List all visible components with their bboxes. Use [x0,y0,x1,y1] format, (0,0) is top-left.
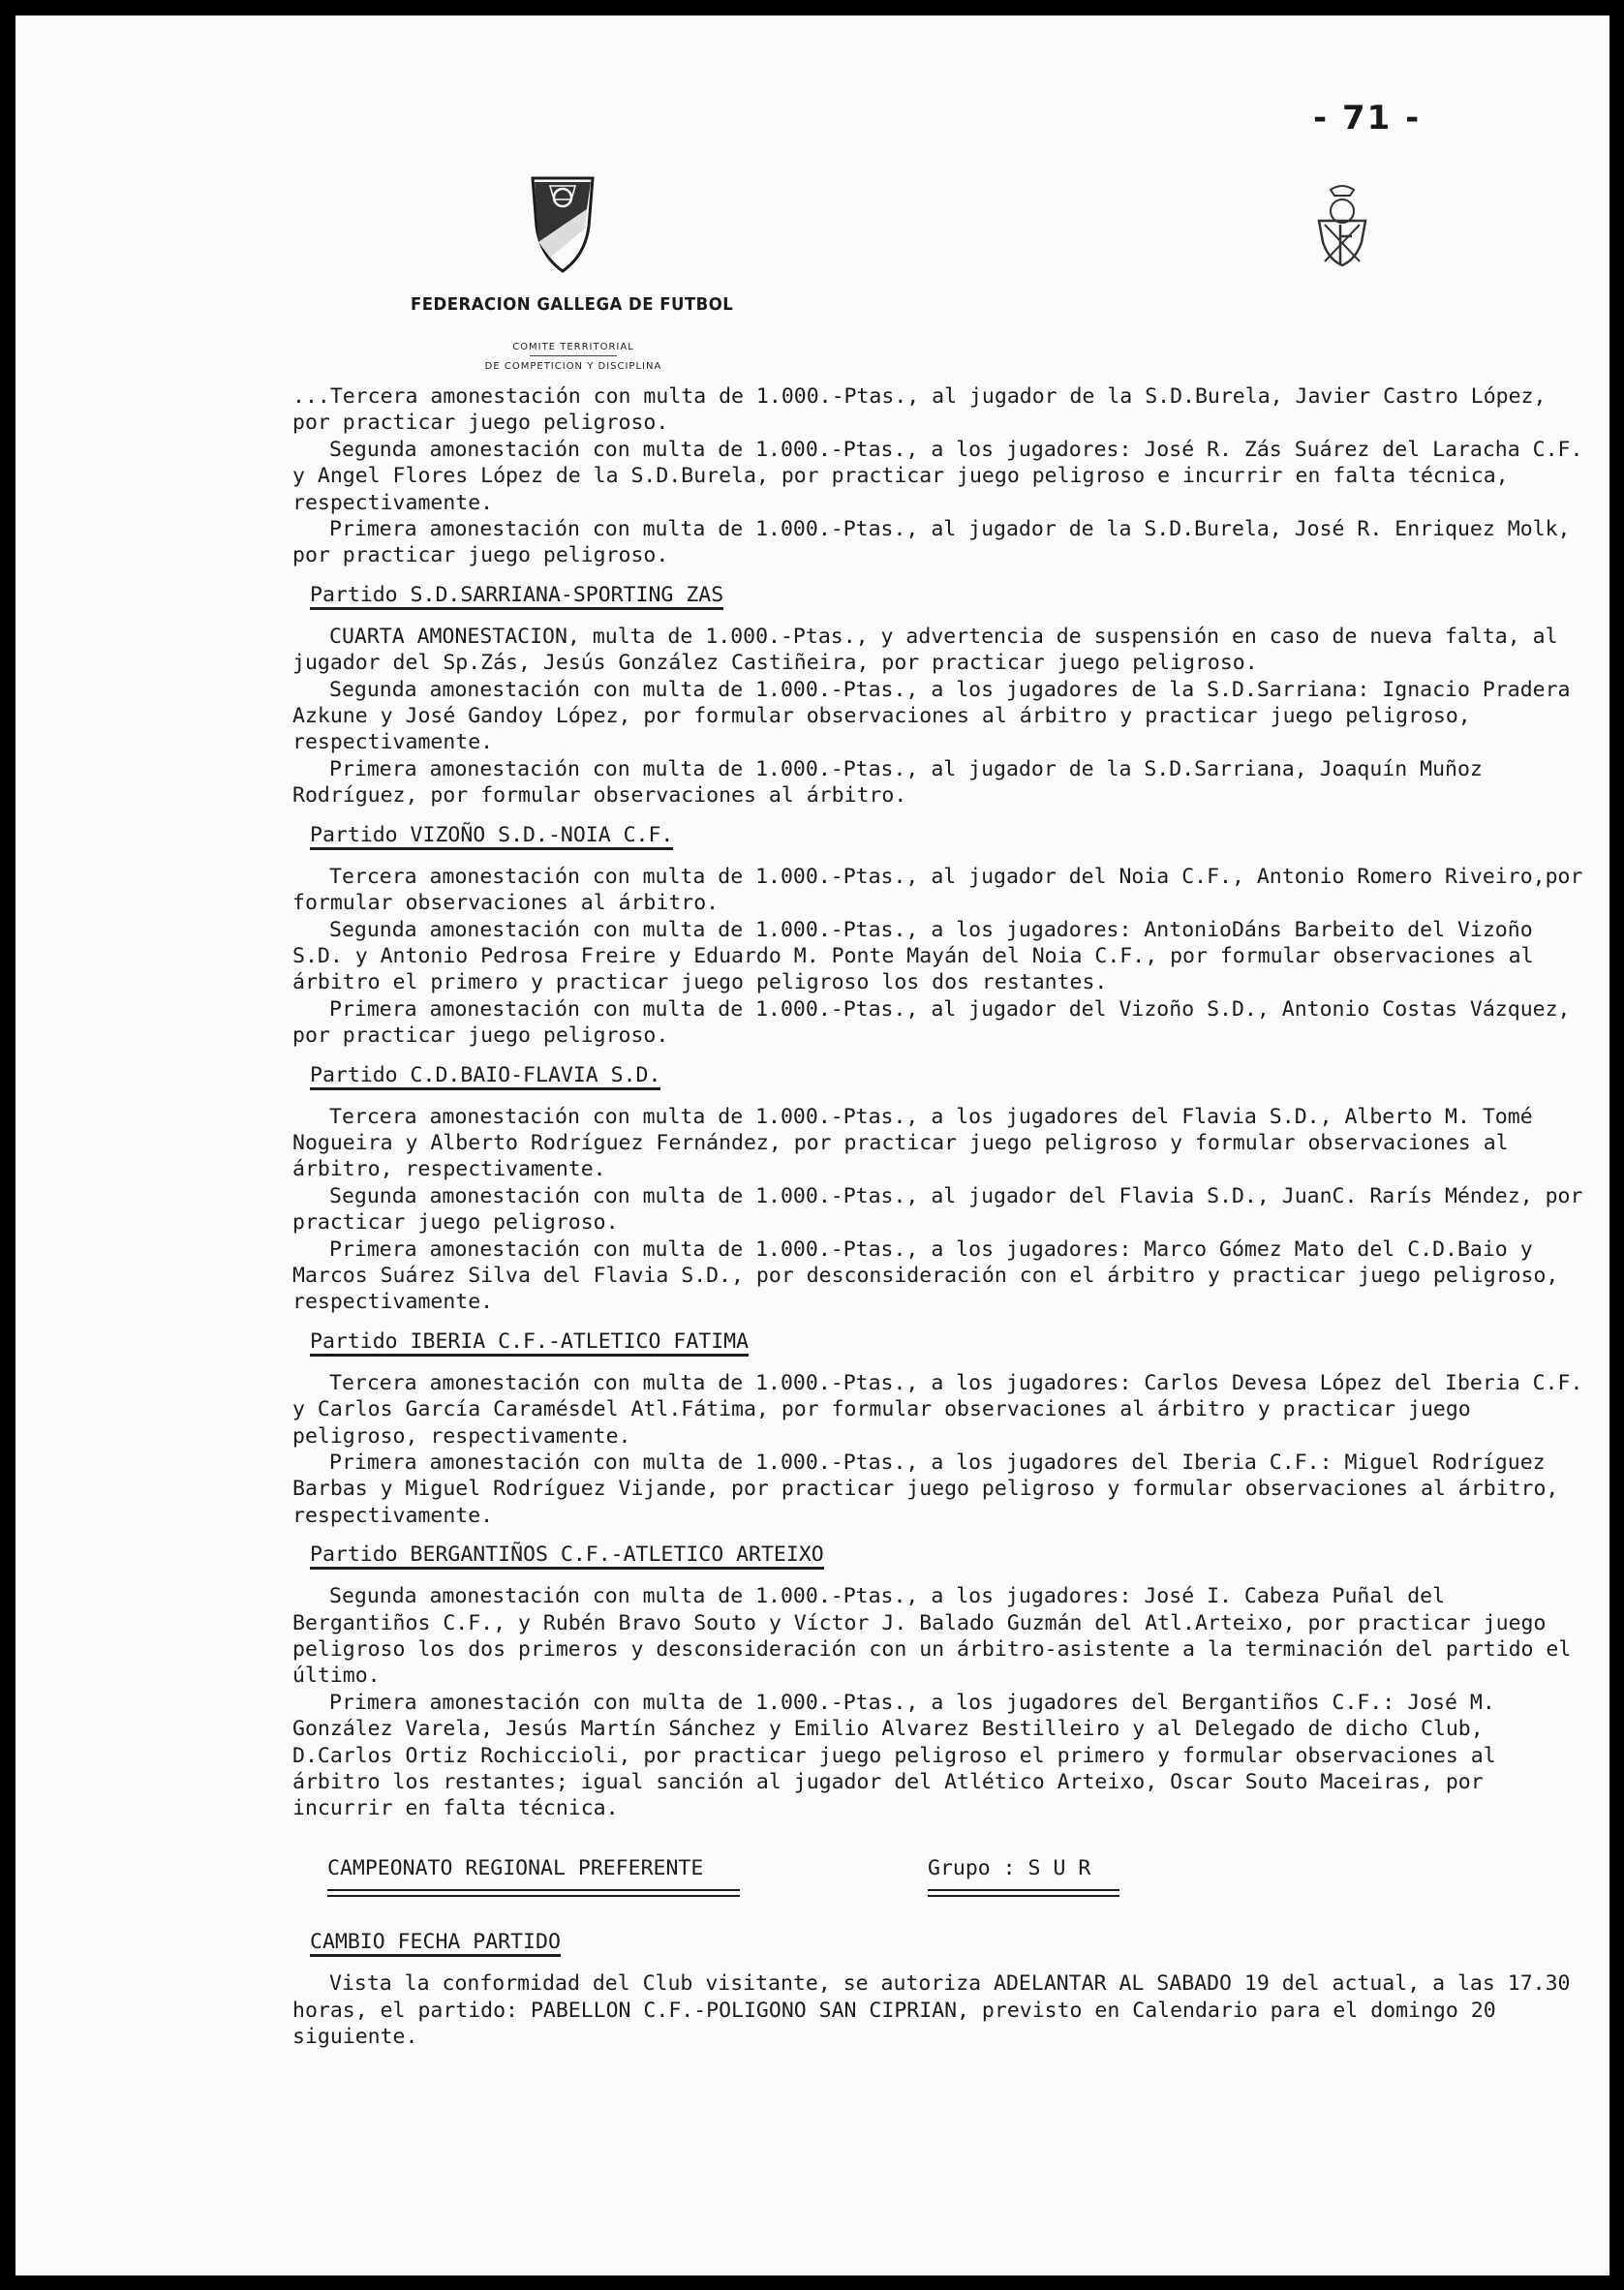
committee-line-1: COMITE TERRITORIAL [512,342,634,352]
championship-header [327,1855,1590,1897]
sanction-paragraph: Primera amonestación con multa de 1.000.-Ptas., a los jugadores del Iberia C.F.: Miguel Rodríguez Barbas y Miguel Rodríguez Vijande, por practicar juego peligroso y formular observaciones al árbitro, respectivamente. [292,1450,1559,1528]
intro-paragraph: ...Tercera amonestación con multa de 1.000.-Ptas., al jugador de la S.D.Burela, Javier Castro López, por practicar juego peligroso. [292,384,1547,436]
sanction-paragraph: Segunda amonestación con multa de 1.000.-Ptas., a los jugadores de la S.D.Sarriana: Ignacio Pradera Azkune y José Gandoy López, por formular observaciones al árbitro y practicar juego peligroso, respectivamente. [292,677,1571,755]
sanction-paragraph: Tercera amonestación con multa de 1.000.-Ptas., a los jugadores del Flavia S.D., Alberto M. Tomé Nogueira y Alberto Rodríguez Fernández, por practicar juego peligroso y formular observaciones al árbitro, respectivamente. [292,1104,1533,1182]
sanction-paragraph: Primera amonestación con multa de 1.000.-Ptas., a los jugadores: Marco Gómez Mato del C.D.Baio y Marcos Suárez Silva del Flavia S.D., por desconsideración con el árbitro y practicar juego peligroso, respectivamente. [292,1237,1559,1315]
group-block [928,1855,1119,1897]
committee-divider [530,355,617,356]
intro-paragraph: Primera amonestación con multa de 1.000.-Ptas., al jugador de la S.D.Burela, José R. Enriquez Molk, por practicar juego peligroso. [292,517,1571,568]
match-heading: Partido VIZOÑO S.D.-NOIA C.F. [310,823,673,850]
committee-name [438,339,709,375]
match-heading: Partido S.D.SARRIANA-SPORTING ZAS [310,583,723,610]
match-heading: Partido IBERIA C.F.-ATLETICO FATIMA [310,1329,749,1357]
section-heading: CAMBIO FECHA PARTIDO [310,1930,561,1957]
federation-crest-icon [529,170,597,277]
spanish-federation-emblem-icon [1311,182,1373,269]
match-heading: Partido C.D.BAIO-FLAVIA S.D. [310,1063,660,1090]
sanction-paragraph: Segunda amonestación con multa de 1.000.-Ptas., a los jugadores: José I. Cabeza Puñal del Bergantiños C.F., y Rubén Bravo Souto y Víctor J. Balado Guzmán del Atl.Arteixo, por practicar juego peligroso los dos primeros y desconsideración con un árbitro-asistente a la terminación del partido el último. [292,1584,1572,1689]
page-number: - 71 - [1313,99,1422,137]
sanction-paragraph: CUARTA AMONESTACION, multa de 1.000.-Ptas., y advertencia de suspensión en caso de nueva falta, al jugador del Sp.Zás, Jesús González Castiñeira, por practicar juego peligroso. [292,624,1558,676]
match-heading: Partido BERGANTIÑOS C.F.-ATLETICO ARTEIXO [310,1542,824,1570]
sanction-paragraph: Primera amonestación con multa de 1.000.-Ptas., al jugador del Vizoño S.D., Antonio Costas Vázquez, por practicar juego peligroso. [292,996,1571,1049]
sanction-paragraph: Segunda amonestación con multa de 1.000.-Ptas., a los jugadores: AntonioDáns Barbeito del Vizoño S.D. y Antonio Pedrosa Freire y Eduardo M. Ponte Mayán del Noia C.F., por formular observaciones al árbitro el primero y practicar juego peligroso los dos restantes. [292,917,1534,995]
sanction-paragraph: Primera amonestación con multa de 1.000.-Ptas., a los jugadores del Bergantiños C.F.: José M. González Varela, Jesús Martín Sánchez y Emilio Alvarez Bestilleiro y al Delegado de dicho Club, D.Carlos Ortiz Rochiccioli, por practicar juego peligroso el primero y formular observaciones al árbitro los restantes; igual sanción al jugador del Atlético Arteixo, Oscar Souto Maceiras, por incurrir en falta técnica. [292,1690,1496,1821]
document-body [292,383,1590,2051]
date-change-paragraph: Vista la conformidad del Club visitante, se autoriza ADELANTAR AL SABADO 19 del actual, a las 17.30 horas, el partido: PABELLON C.F.-POLIGONO SAN CIPRIAN, previsto en Calendario para el domingo 20 siguiente. [292,1971,1571,2050]
sanction-paragraph: Primera amonestación con multa de 1.000.-Ptas., al jugador de la S.D.Sarriana, Joaquín Muñoz Rodríguez, por formular observaciones al árbitro. [292,756,1483,809]
championship-title-block [327,1855,928,1897]
sanction-paragraph: Tercera amonestación con multa de 1.000.-Ptas., a los jugadores: Carlos Devesa López del Iberia C.F. y Carlos García Caramésdel Atl.Fátima, por formular observaciones al árbitro y practicar juego peligroso, respectivamente. [292,1370,1583,1449]
championship-title: CAMPEONATO REGIONAL PREFERENTE [327,1855,704,1880]
double-underline [928,1889,1119,1897]
committee-line-2: DE COMPETICION Y DISCIPLINA [484,361,662,372]
document-page [15,15,1609,2275]
sanction-paragraph: Segunda amonestación con multa de 1.000.-Ptas., al jugador del Flavia S.D., JuanC. Rarís Méndez, por practicar juego peligroso. [292,1183,1583,1236]
sanction-paragraph: Tercera amonestación con multa de 1.000.-Ptas., al jugador del Noia C.F., Antonio Romero Riveiro,por formular observaciones al árbitro. [292,864,1583,916]
intro-paragraph: Segunda amonestación con multa de 1.000.-Ptas., a los jugadores: José R. Zás Suárez del Laracha C.F. y Angel Flores López de la S.D.Burela, por practicar juego peligroso e incurrir en falta técnica, respectivamente. [292,437,1583,515]
double-underline [327,1889,740,1897]
group-label: Grupo : S U R [928,1855,1091,1880]
federation-name: FEDERACION GALLEGA DE FUTBOL [411,294,734,315]
